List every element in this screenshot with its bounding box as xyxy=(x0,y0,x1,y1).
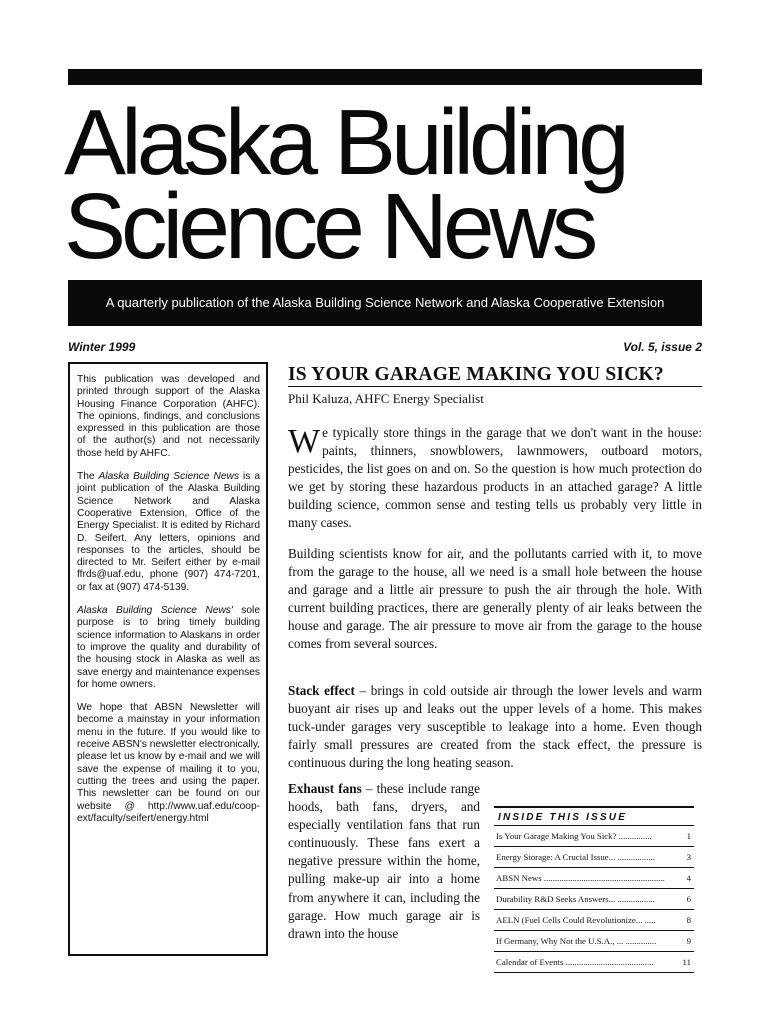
sidebar-text: is a joint publication of the Alaska Building Science Network and Alaska Cooperative Extension, Office of the Energy Specialist. It is edited by Richard D. Seifert. Any letters, opinions and responses to the articles, should be directed to Mr. Seifert either by e-mail ffrds@uaf.edu, phone (907) 474-7201, or fax at (907) 474-5139. xyxy=(77,471,260,593)
toc-page: 6 xyxy=(686,894,691,904)
toc-page: 11 xyxy=(682,957,691,967)
article-subhead: Stack effect xyxy=(288,683,355,698)
issue-date: Winter 1999 xyxy=(68,340,136,354)
toc-page: 9 xyxy=(686,936,691,946)
headline-rule xyxy=(288,386,702,387)
sidebar-info-box xyxy=(68,362,268,956)
inside-title: INSIDE THIS ISSUE xyxy=(494,808,694,826)
sidebar-publication-name: Alaska Building Science News xyxy=(98,471,240,483)
toc-label: Durability R&D Seeks Answers... ................. xyxy=(496,894,655,904)
toc-label: If Germany, Why Not the U.S.A., ... .............. xyxy=(496,936,657,946)
inside-this-issue-box xyxy=(494,806,694,973)
sidebar-paragraph xyxy=(77,605,260,691)
article-byline: Phil Kaluza, AHFC Energy Specialist xyxy=(288,391,484,406)
toc-item[interactable] xyxy=(494,931,694,952)
toc-label: AELN (Fuel Cells Could Revolutionize... ..... xyxy=(496,915,656,925)
toc-label: Energy Storage: A Crucial Issue... ................. xyxy=(496,852,655,862)
toc-page: 4 xyxy=(686,873,691,883)
toc-item[interactable] xyxy=(494,910,694,931)
article-paragraph-exhaust-fans xyxy=(288,780,480,943)
article-text: – these include range hoods, bath fans, dryers, and especially ventilation fans that run continuously. These fans exert a negative pressure within the home, pulling make-up air into a home from anywhere it can, including the garage. How much garage air is drawn into the house xyxy=(288,781,480,941)
toc-page: 8 xyxy=(686,915,691,925)
masthead-title-line1: Alaska Building xyxy=(64,90,625,194)
masthead-top-bar xyxy=(68,69,702,85)
sidebar-text: The xyxy=(77,471,99,483)
article-paragraph-intro xyxy=(288,424,702,533)
sidebar-publication-name: Alaska Building Science News' xyxy=(77,605,233,617)
toc-page: 1 xyxy=(686,831,691,841)
toc-page: 3 xyxy=(686,852,691,862)
toc-item[interactable] xyxy=(494,826,694,847)
issue-volume: Vol. 5, issue 2 xyxy=(623,340,702,354)
sidebar-paragraph xyxy=(77,471,260,594)
toc-label: Calendar of Events ........................................ xyxy=(496,957,654,967)
sidebar-text: sole purpose is to bring timely building science information to Alaskans in order to improve the quality and durability of the housing stock in Alaska as well as save energy and maintenance expenses for home owners. xyxy=(77,605,260,690)
sidebar-paragraph: This publication was developed and printed through support of the Alaska Housing Finance Corporation (AHFC). The opinions, findings, and conclusions expressed in this publication are those of the author(s) and not necessarily those held by AHFC. xyxy=(77,374,260,459)
masthead-title-line2: Science News xyxy=(64,174,594,278)
article-headline: IS YOUR GARAGE MAKING YOU SICK? xyxy=(288,364,664,385)
article-paragraph: Building scientists know for air, and the pollutants carried with it, to move from the garage to the house, all we need is a small hole between the house and garage and a little air pressure to push the air through the hole. With current building practices, there are generally plenty of air leaks between the house and garage. The air pressure to move air from the garage to the house comes from several sources. xyxy=(288,546,702,652)
toc-item[interactable] xyxy=(494,889,694,910)
article-paragraph-stack-effect xyxy=(288,682,702,772)
toc-item[interactable] xyxy=(494,952,694,973)
article-text: e typically store things in the garage that we don't want in the house: paints, thinners, snowblowers, lawnmowers, outboard motors, pesticides, the list goes on and on. So the question is how much protection do we get by storing these hazardous products in an attached garage? A little building science, common sense and testing tells us probably very little in many cases. xyxy=(288,425,702,531)
masthead-tagline: A quarterly publication of the Alaska Building Science Network and Alaska Cooperative Extension xyxy=(68,280,702,326)
article-text: – brings in cold outside air through the lower levels and warm buoyant air rises up and leaks out the upper levels of a home. This makes tuck-under garages very susceptible to leakage into a home. Even though fairly small pressures are created from the stack effect, the pressure is continuous during the long heating season. xyxy=(288,683,702,771)
drop-cap: W xyxy=(288,423,321,460)
toc-label: ABSN News ....................................................... xyxy=(496,873,665,883)
article-subhead: Exhaust fans xyxy=(288,781,362,796)
toc-item[interactable] xyxy=(494,868,694,889)
toc-label: Is Your Garage Making You Sick? ............... xyxy=(496,831,652,841)
toc-item[interactable] xyxy=(494,847,694,868)
sidebar-paragraph: We hope that ABSN Newsletter will become a mainstay in your information menu in the future. If you would like to receive ABSN's newsletter electronically, please let us know by e-mail and we will save the expense of mailing it to you, cutting the trees and using the paper. This newsletter can be found on our website @ http://www.uaf.edu/coop-ext/faculty/seifert/energy.html xyxy=(77,702,260,824)
